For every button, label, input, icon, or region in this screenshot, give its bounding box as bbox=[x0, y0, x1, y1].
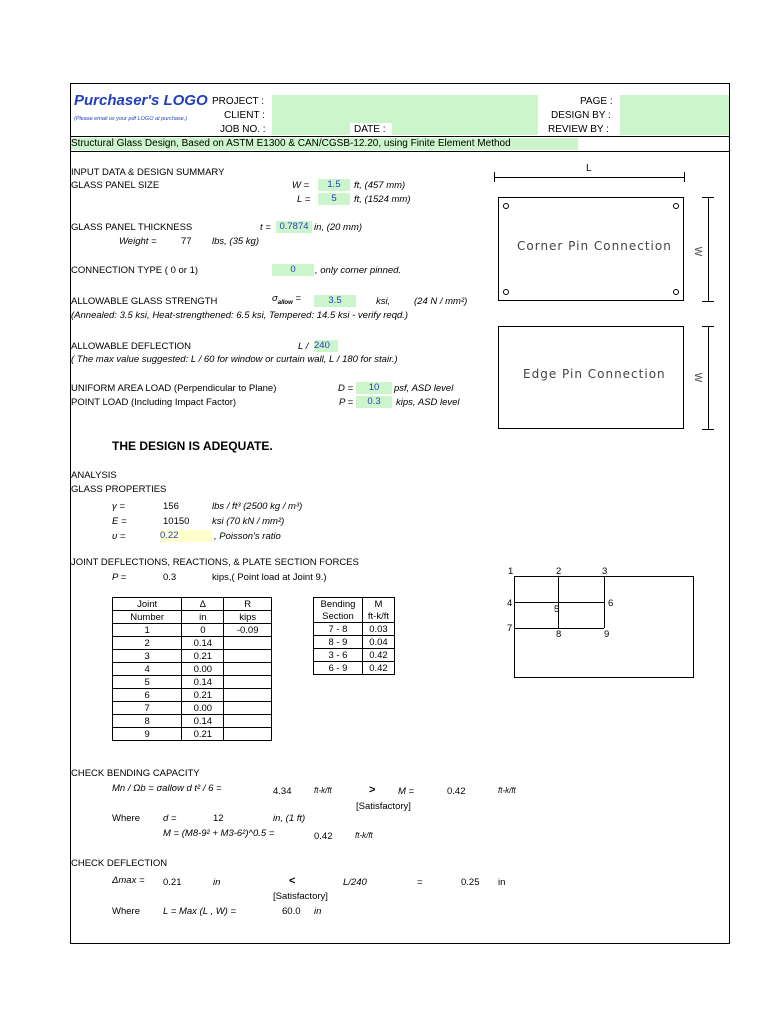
delta-header: Δ bbox=[182, 598, 224, 611]
sigma-allow-label bbox=[272, 293, 301, 306]
table-cell bbox=[224, 663, 272, 676]
w-dim-line-1 bbox=[708, 197, 709, 301]
w-dim-tick-1b bbox=[702, 301, 714, 302]
deflection-l-unit: in bbox=[314, 906, 322, 917]
nu-label: υ = bbox=[112, 531, 126, 542]
bending-d-label: d = bbox=[163, 813, 177, 824]
table-cell: 0.04 bbox=[362, 636, 394, 649]
deflection-where: Where bbox=[112, 906, 140, 917]
table-cell: 4 bbox=[113, 663, 182, 676]
grid-line-v2 bbox=[604, 576, 605, 628]
panel-size-label: GLASS PANEL SIZE bbox=[71, 180, 160, 191]
deflection-limit-label: L/240 bbox=[343, 877, 367, 888]
table-cell: -0.09 bbox=[224, 624, 272, 637]
l-dim-tick-right bbox=[684, 172, 685, 182]
table-cell: 0 bbox=[182, 624, 224, 637]
project-label: PROJECT : bbox=[212, 96, 265, 107]
table-cell: 0.00 bbox=[182, 663, 224, 676]
edge-pin-panel bbox=[498, 326, 684, 429]
pin-bottom-left bbox=[503, 289, 509, 295]
point-load-label: POINT LOAD (Including Impact Factor) bbox=[71, 397, 237, 408]
bending-status: [Satisfactory] bbox=[356, 801, 411, 812]
deflection-note: ( The max value suggested: L / 60 for window or curtain wall, L / 180 for stair.) bbox=[71, 354, 398, 365]
table-cell: 0.00 bbox=[182, 702, 224, 715]
joint-num-2: 2 bbox=[556, 566, 562, 577]
bending-where: Where bbox=[112, 813, 140, 824]
page-review-field[interactable] bbox=[620, 95, 729, 135]
deflection-prefix: L / bbox=[298, 341, 309, 352]
joint-heading: JOINT DEFLECTIONS, REACTIONS, & PLATE SECTION FORCES bbox=[71, 557, 359, 568]
table-cell: 0.14 bbox=[182, 676, 224, 689]
table-cell: 0.21 bbox=[182, 728, 224, 741]
deflection-equals: = bbox=[417, 877, 423, 888]
table-cell bbox=[224, 637, 272, 650]
d-unit: psf, ASD level bbox=[394, 383, 454, 394]
corner-pin-label: Corner Pin Connection bbox=[517, 239, 672, 253]
joint-num-5: 5 bbox=[554, 604, 560, 615]
d-input[interactable]: 10 bbox=[356, 382, 392, 394]
w-unit: ft, (457 mm) bbox=[354, 180, 406, 191]
connection-type-input[interactable]: 0 bbox=[272, 264, 314, 276]
table-row bbox=[113, 650, 272, 663]
t-unit: in, (20 mm) bbox=[314, 222, 363, 233]
table-row bbox=[314, 636, 395, 649]
deflection-limit-value: 0.25 bbox=[461, 877, 480, 888]
table-row bbox=[314, 623, 395, 636]
table-cell: 0.21 bbox=[182, 689, 224, 702]
bending-m-label: M = bbox=[398, 786, 415, 797]
joint-num-9: 9 bbox=[604, 629, 610, 640]
l-input[interactable]: 5 bbox=[318, 193, 350, 205]
joint-num-4: 4 bbox=[507, 598, 513, 609]
connection-type-label: CONNECTION TYPE ( 0 or 1) bbox=[71, 265, 199, 276]
table-cell: 6 - 9 bbox=[314, 662, 363, 675]
bending-capacity-value: 4.34 bbox=[273, 786, 292, 797]
table-row bbox=[113, 624, 272, 637]
strength-input[interactable]: 3.5 bbox=[314, 295, 356, 307]
joint-num-1: 1 bbox=[508, 566, 514, 577]
sigma-subscript: allow bbox=[277, 299, 293, 306]
analysis-p-value: 0.3 bbox=[163, 572, 177, 583]
pin-bottom-right bbox=[673, 289, 679, 295]
deflection-delta-unit: in bbox=[213, 877, 221, 888]
w-dim-label-1: W bbox=[692, 246, 704, 257]
w-dim-tick-2a bbox=[702, 326, 714, 327]
deflection-label: ALLOWABLE DEFLECTION bbox=[71, 341, 192, 352]
t-label: t = bbox=[260, 222, 271, 233]
bending-table bbox=[313, 597, 395, 675]
p-label: P = bbox=[339, 397, 354, 408]
sigma-symbol: σ bbox=[272, 293, 278, 304]
deflection-delta-label: Δmax = bbox=[112, 875, 145, 886]
table-row bbox=[113, 676, 272, 689]
design-title: Structural Glass Design, Based on ASTM E1300 & CAN/CGSB-12.20, using Finite Element Method bbox=[71, 138, 578, 150]
job-no-field[interactable] bbox=[272, 123, 350, 135]
pin-top-right bbox=[673, 203, 679, 209]
table-cell: 7 - 8 bbox=[314, 623, 363, 636]
bending-header: Bending bbox=[314, 598, 363, 611]
review-by-label: REVIEW BY : bbox=[548, 124, 609, 135]
date-field[interactable] bbox=[392, 123, 538, 135]
bending-m-unit: ft-k/ft bbox=[498, 786, 516, 795]
nu-unit: , Poisson's ratio bbox=[214, 531, 281, 542]
delta-subheader: in bbox=[182, 611, 224, 624]
job-no-label: JOB NO. : bbox=[220, 124, 266, 135]
weight-value: 77 bbox=[181, 236, 192, 247]
w-dim-tick-1a bbox=[702, 197, 714, 198]
table-row bbox=[113, 663, 272, 676]
table-cell: 6 bbox=[113, 689, 182, 702]
table-cell: 9 bbox=[113, 728, 182, 741]
bending-check-heading: CHECK BENDING CAPACITY bbox=[71, 768, 200, 779]
design-by-label: DESIGN BY : bbox=[551, 110, 611, 121]
analysis-heading: ANALYSIS bbox=[71, 470, 117, 481]
table-cell bbox=[224, 728, 272, 741]
w-dim-line-2 bbox=[708, 326, 709, 429]
w-dim-tick-2b bbox=[702, 429, 714, 430]
strength-note: (Annealed: 3.5 ksi, Heat-strengthened: 6.5 ksi, Tempered: 14.5 ksi - verify reqd.) bbox=[71, 310, 409, 321]
input-heading: INPUT DATA & DESIGN SUMMARY bbox=[71, 167, 225, 178]
l-unit: ft, (1524 mm) bbox=[354, 194, 411, 205]
deflection-limit-unit: in bbox=[498, 877, 506, 888]
table-row bbox=[113, 715, 272, 728]
grid-line-h1 bbox=[514, 602, 604, 603]
sigma-equals: = bbox=[295, 293, 301, 304]
p-input[interactable]: 0.3 bbox=[356, 396, 392, 408]
t-input[interactable]: 0.7874 bbox=[276, 221, 312, 233]
w-dim-label-2: W bbox=[692, 372, 704, 383]
reaction-header: R bbox=[224, 598, 272, 611]
project-client-field[interactable] bbox=[272, 95, 538, 123]
l-dim-tick-left bbox=[494, 172, 495, 182]
strength-si: (24 N / mm²) bbox=[414, 296, 468, 307]
table-cell bbox=[224, 650, 272, 663]
table-cell: 0.42 bbox=[362, 662, 394, 675]
edge-pin-label: Edge Pin Connection bbox=[523, 367, 666, 381]
deflection-check-heading: CHECK DEFLECTION bbox=[71, 858, 168, 869]
strength-unit: ksi, bbox=[376, 296, 391, 307]
e-label: E = bbox=[112, 516, 127, 527]
deflection-delta-value: 0.21 bbox=[163, 877, 182, 888]
bending-d-value: 12 bbox=[213, 813, 224, 824]
joint-num-3: 3 bbox=[602, 566, 608, 577]
table-row bbox=[314, 649, 395, 662]
e-value: 10150 bbox=[163, 516, 190, 527]
table-cell bbox=[224, 715, 272, 728]
page-label: PAGE : bbox=[580, 96, 613, 107]
glass-properties-heading: GLASS PROPERTIES bbox=[71, 484, 167, 495]
joint-num-8: 8 bbox=[556, 629, 562, 640]
table-row bbox=[113, 728, 272, 741]
table-row bbox=[113, 689, 272, 702]
section-subheader: Section bbox=[314, 610, 363, 623]
connection-note: , only corner pinned. bbox=[315, 265, 402, 276]
gamma-label: γ = bbox=[112, 501, 125, 512]
deflection-input[interactable]: 240 bbox=[314, 340, 338, 352]
w-input[interactable]: 1.5 bbox=[318, 179, 350, 191]
joint-num-6: 6 bbox=[608, 598, 614, 609]
deflection-l-formula: L = Max (L , W) = bbox=[163, 906, 237, 917]
e-unit: ksi (70 kN / mm²) bbox=[212, 516, 285, 527]
table-cell: 8 - 9 bbox=[314, 636, 363, 649]
p-unit: kips, ASD level bbox=[396, 397, 460, 408]
strength-label: ALLOWABLE GLASS STRENGTH bbox=[71, 296, 218, 307]
table-cell bbox=[224, 676, 272, 689]
pin-top-left bbox=[503, 203, 509, 209]
l-dimension-line bbox=[494, 177, 684, 178]
weight-unit: lbs, (35 kg) bbox=[212, 236, 259, 247]
table-cell: 0.03 bbox=[362, 623, 394, 636]
table-cell: 5 bbox=[113, 676, 182, 689]
deflection-l-value: 60.0 bbox=[282, 906, 301, 917]
client-label: CLIENT : bbox=[224, 110, 265, 121]
l-label: L = bbox=[297, 194, 311, 205]
date-label: DATE : bbox=[354, 124, 386, 135]
table-cell: 2 bbox=[113, 637, 182, 650]
table-row bbox=[314, 662, 395, 675]
bending-m-value: 0.42 bbox=[447, 786, 466, 797]
table-cell: 0.14 bbox=[182, 637, 224, 650]
deflection-status: [Satisfactory] bbox=[273, 891, 328, 902]
deflection-comparison: < bbox=[289, 875, 296, 887]
analysis-p-label: P = bbox=[112, 572, 127, 583]
table-cell: 3 bbox=[113, 650, 182, 663]
bending-m-formula-value: 0.42 bbox=[314, 831, 333, 842]
table-cell: 0.14 bbox=[182, 715, 224, 728]
reaction-subheader: kips bbox=[224, 611, 272, 624]
header-divider bbox=[70, 136, 730, 137]
analysis-p-note: kips,( Point load at Joint 9.) bbox=[212, 572, 327, 583]
bending-m-formula: M = (M8-9² + M3-6²)^0.5 = bbox=[163, 828, 275, 839]
joint-header: Joint bbox=[113, 598, 182, 611]
gamma-unit: lbs / ft³ (2500 kg / m³) bbox=[212, 501, 303, 512]
corner-pin-panel bbox=[498, 197, 684, 301]
table-cell: 0.21 bbox=[182, 650, 224, 663]
bending-m-formula-unit: ft-k/ft bbox=[355, 831, 373, 840]
bending-formula: Mn / Ωb = σallow d t² / 6 = bbox=[112, 783, 222, 794]
table-cell: 7 bbox=[113, 702, 182, 715]
joint-num-7: 7 bbox=[507, 623, 513, 634]
title-divider bbox=[70, 151, 730, 152]
table-row bbox=[113, 702, 272, 715]
design-conclusion: THE DESIGN IS ADEQUATE. bbox=[112, 439, 273, 453]
thickness-label: GLASS PANEL THICKNESS bbox=[71, 222, 193, 233]
logo-note: (Please email us your pdf LOGO at purchase.) bbox=[74, 116, 188, 122]
d-label: D = bbox=[338, 383, 354, 394]
moment-header: M bbox=[362, 598, 394, 611]
bending-comparison: > bbox=[369, 784, 376, 796]
weight-label: Weight = bbox=[119, 236, 157, 247]
gamma-value: 156 bbox=[163, 501, 179, 512]
moment-subheader: ft-k/ft bbox=[362, 610, 394, 623]
table-cell bbox=[224, 689, 272, 702]
nu-input[interactable]: 0.22 bbox=[160, 530, 212, 542]
table-row bbox=[113, 637, 272, 650]
table-cell: 3 - 6 bbox=[314, 649, 363, 662]
l-dimension-label: L bbox=[586, 163, 592, 174]
joint-subheader: Number bbox=[113, 611, 182, 624]
table-cell: 8 bbox=[113, 715, 182, 728]
bending-d-unit: in, (1 ft) bbox=[273, 813, 306, 824]
area-load-label: UNIFORM AREA LOAD (Perpendicular to Plane) bbox=[71, 383, 277, 394]
table-cell bbox=[224, 702, 272, 715]
purchaser-logo: Purchaser's LOGO bbox=[74, 92, 208, 109]
joint-table bbox=[112, 597, 272, 741]
table-cell: 1 bbox=[113, 624, 182, 637]
table-cell: 0.42 bbox=[362, 649, 394, 662]
w-label: W = bbox=[292, 180, 310, 191]
bending-capacity-unit: ft-k/ft bbox=[314, 786, 332, 795]
